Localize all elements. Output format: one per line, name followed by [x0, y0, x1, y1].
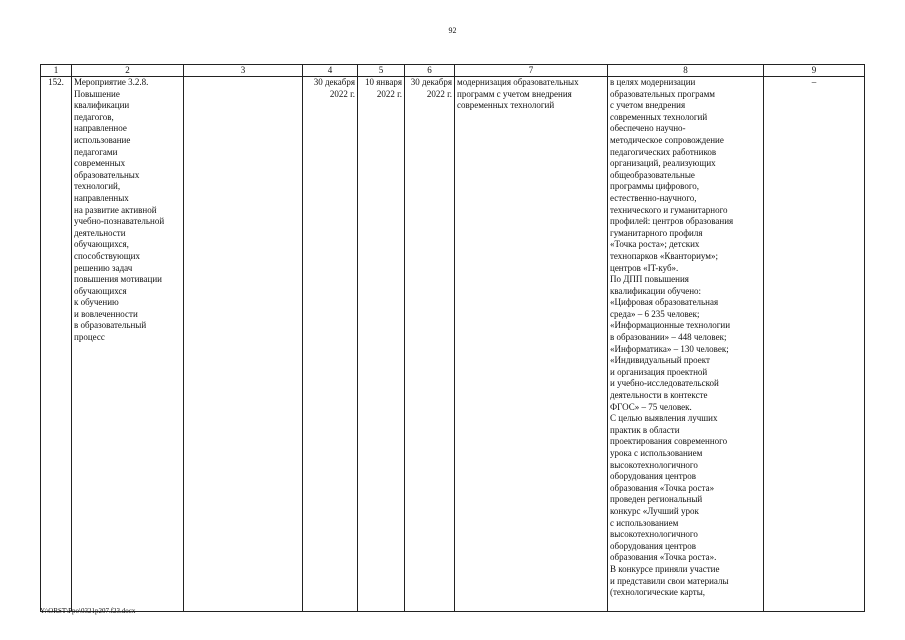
file-path-footer: Y:\ORST\Ppo\0321p207.f23.docx [40, 607, 136, 615]
column-header-7: 7 [455, 65, 608, 77]
actual-start-date-cell: 10 января 2022 г. [358, 77, 405, 612]
column-3-cell [184, 77, 303, 612]
column-header-1: 1 [41, 65, 72, 77]
column-header-8: 8 [608, 65, 764, 77]
event-description-cell: Мероприятие 3.2.8. Повышение квалификации педагогов, направленное использование педагогами современных образовательных технологий, направленных на развитие активной учебно-познавательной деятельности обучающихся, способствующих решению задач повышения мотивации обучающихся к обучению и вовлеченности в образовательный процесс [72, 77, 184, 612]
expected-result-cell: модернизация образовательных программ с учетом внедрения современных технологий [455, 77, 608, 612]
planned-end-date-cell: 30 декабря 2022 г. [303, 77, 358, 612]
column-header-3: 3 [184, 65, 303, 77]
column-header-4: 4 [303, 65, 358, 77]
column-header-5: 5 [358, 65, 405, 77]
document-table [40, 64, 865, 612]
actual-end-date-cell: 30 декабря 2022 г. [405, 77, 455, 612]
table-row [41, 77, 865, 612]
page-number: 92 [448, 26, 457, 35]
column-header-2: 2 [72, 65, 184, 77]
column-header-9: 9 [764, 65, 865, 77]
achieved-result-cell: в целях модернизации образовательных программ с учетом внедрения современных технологий обеспечено научно- методическое сопровождение педагогических работников организаций, реализующих общеобразовательные программы цифрового, естественно-научного, технического и гуманитарного профилей: центров образования гуманитарного профиля «Точка роста»; детских технопарков «Кванториум»; центров «IT-куб». По ДПП повышения квалификации обучено: «Цифровая образовательная среда» – 6 235 человек; «Информационные технологии в образовании» – 448 человек; «Информатика» – 130 человек; «Индивидуальный проект и организация проектной и учебно-исследовательской деятельности в контексте ФГОС» – 75 человек. С целью выявления лучших практик в области проектирования современного урока с использованием высокотехнологичного оборудования центров образования «Точка роста» проведен региональный конкурс «Лучший урок с использованием высокотехнологичного оборудования центров образования «Точка роста». В конкурсе приняли участие и представили свои материалы (технологические карты, [608, 77, 764, 612]
column-header-6: 6 [405, 65, 455, 77]
header-row [41, 65, 865, 77]
problems-cell: – [764, 77, 865, 612]
row-number-cell: 152. [41, 77, 72, 612]
